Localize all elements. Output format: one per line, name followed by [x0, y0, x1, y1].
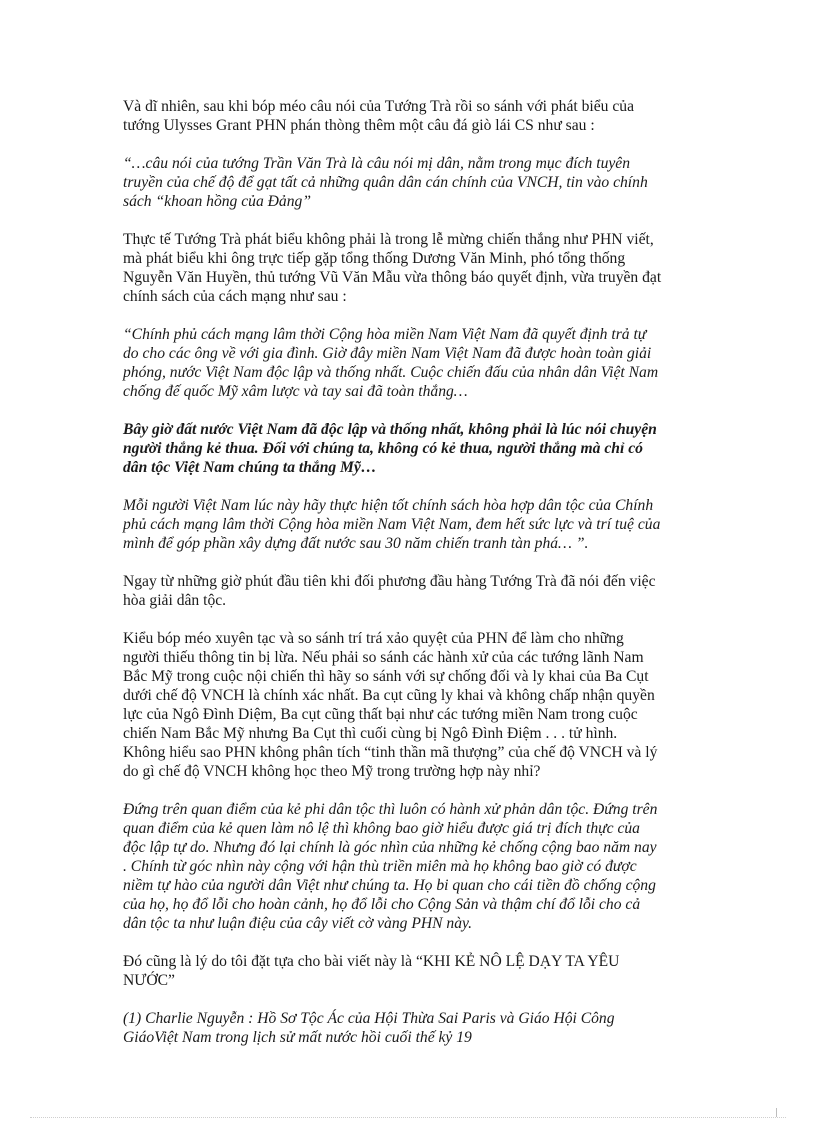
- text-line: chống đế quốc Mỹ xâm lược và tay sai đã toàn thắng…: [123, 383, 468, 400]
- paragraph-10: [123, 952, 698, 990]
- text-line: quan điểm của kẻ quen làm nô lệ thì không bao giờ hiểu được giá trị đích thực của: [123, 820, 640, 837]
- text-line: chiến Nam Bắc Mỹ nhưng Ba Cụt thì cuối cùng bị Ngô Đình Điệm . . . tử hình.: [123, 725, 618, 742]
- text-line: mình để góp phần xây dựng đất nước sau 30 năm chiến tranh tàn phá… ”.: [123, 535, 589, 552]
- paragraph-3: [123, 230, 698, 306]
- text-line: “Chính phủ cách mạng lâm thời Cộng hòa miền Nam Việt Nam đã quyết định trả tự: [123, 326, 647, 343]
- text-line: Đứng trên quan điểm của kẻ phi dân tộc thì luôn có hành xử phản dân tộc. Đứng trên: [123, 801, 658, 818]
- text-line: truyền của chế độ để gạt tất cả những quân dân cán chính của VNCH, tin vào chính: [123, 174, 648, 191]
- paragraph-9: [123, 800, 698, 933]
- text-line: Không hiểu sao PHN không phân tích “tinh thần mã thượng” của chế độ VNCH và lý: [123, 744, 658, 761]
- paragraph-6: [123, 496, 698, 553]
- text-line: “…câu nói của tướng Trần Văn Trà là câu nói mị dân, nằm trong mục đích tuyên: [123, 155, 631, 172]
- text-line: (1) Charlie Nguyễn : Hồ Sơ Tộc Ác của Hội Thừa Sai Paris và Giáo Hội Công: [123, 1010, 615, 1027]
- text-line: lực của Ngô Đình Diệm, Ba cụt cũng thất bại như các tướng miền Nam trong cuộc: [123, 706, 638, 723]
- text-line: Đó cũng là lý do tôi đặt tựa cho bài viết này là “KHI KẺ NÔ LỆ DẠY TA YÊU: [123, 953, 620, 970]
- text-line: Ngay từ những giờ phút đầu tiên khi đối phương đầu hàng Tướng Trà đã nói đến việc: [123, 573, 656, 590]
- text-line: Bắc Mỹ trong cuộc nội chiến thì hãy so sánh với sự chống đối và ly khai của Ba Cụt: [123, 668, 649, 685]
- text-line: phủ cách mạng lâm thời Cộng hòa miền Nam Việt Nam, đem hết sức lực và trí tuệ của: [123, 516, 661, 533]
- text-line: Và dĩ nhiên, sau khi bóp méo câu nói của Tướng Trà rồi so sánh với phát biểu của: [123, 98, 635, 115]
- text-line: dân tộc Việt Nam chúng ta thắng Mỹ…: [123, 459, 377, 476]
- text-line: của họ, họ đổ lỗi cho hoàn cảnh, họ đổ lỗi cho Cộng Sản và thậm chí đổ lỗi cho cả: [123, 896, 641, 913]
- document-body: [123, 97, 698, 1066]
- text-line: dưới chế độ VNCH là chính xác nhất. Ba cụt cũng ly khai và không chấp nhận quyền: [123, 687, 655, 704]
- text-line: Mỗi người Việt Nam lúc này hãy thực hiện tốt chính sách hòa hợp dân tộc của Chính: [123, 497, 654, 514]
- text-line: Nguyễn Văn Huyền, thủ tướng Vũ Văn Mẫu vừa thông báo quyết định, vừa truyền đạt: [123, 269, 662, 286]
- paragraph-5: [123, 420, 698, 477]
- paragraph-4: [123, 325, 698, 401]
- paragraph-8: [123, 629, 698, 781]
- page-corner-mark: [776, 1108, 786, 1117]
- paragraph-2: [123, 154, 698, 211]
- text-line: niềm tự hào của người dân Việt như chúng ta. Họ bi quan cho cái tiền đồ chống cộng: [123, 877, 656, 894]
- text-line: Bây giờ đất nước Việt Nam đã độc lập và thống nhất, không phải là lúc nói chuyện: [123, 421, 657, 438]
- text-line: Thực tế Tướng Trà phát biểu không phải là trong lễ mừng chiến thắng như PHN viết,: [123, 231, 654, 248]
- text-line: do gì chế độ VNCH không học theo Mỹ trong trường hợp này nhỉ?: [123, 763, 541, 780]
- paragraph-11: [123, 1009, 698, 1047]
- text-line: chính sách của cách mạng như sau :: [123, 288, 347, 305]
- text-line: mà phát biểu khi ông trực tiếp gặp tổng thống Dương Văn Minh, phó tổng thống: [123, 250, 626, 267]
- text-line: hòa giải dân tộc.: [123, 592, 227, 609]
- text-line: phóng, nước Việt Nam độc lập và thống nhất. Cuộc chiến đấu của nhân dân Việt Nam: [123, 364, 659, 381]
- text-line: dân tộc ta như luận điệu của cây viết cờ vàng PHN này.: [123, 915, 472, 932]
- paragraph-7: [123, 572, 698, 610]
- text-line: Kiểu bóp méo xuyên tạc và so sánh trí trá xảo quyệt của PHN để làm cho những: [123, 630, 624, 647]
- text-line: . Chính từ góc nhìn này cộng với hận thù triền miên mà họ không bao giờ có được: [123, 858, 637, 875]
- paragraph-1: [123, 97, 698, 135]
- text-line: người thắng kẻ thua. Đối với chúng ta, không có kẻ thua, người thắng mà chỉ có: [123, 440, 643, 457]
- text-line: sách “khoan hồng của Đảng”: [123, 193, 311, 210]
- text-line: NƯỚC”: [123, 972, 175, 989]
- page-bottom-rule: [30, 1117, 786, 1118]
- text-line: độc lập tự do. Nhưng đó lại chính là góc nhìn của những kẻ chống cộng bao năm nay: [123, 839, 657, 856]
- text-line: tướng Ulysses Grant PHN phán thòng thêm một câu đá giò lái CS như sau :: [123, 117, 595, 134]
- text-line: GiáoViệt Nam trong lịch sử mất nước hồi cuối thế kỷ 19: [123, 1029, 472, 1046]
- text-line: người thiếu thông tin bị lừa. Nếu phải so sánh các hành xử của các tướng lãnh Nam: [123, 649, 644, 666]
- text-line: do cho các ông về với gia đình. Giờ đây miền Nam Việt Nam đã được hoàn toàn giải: [123, 345, 652, 362]
